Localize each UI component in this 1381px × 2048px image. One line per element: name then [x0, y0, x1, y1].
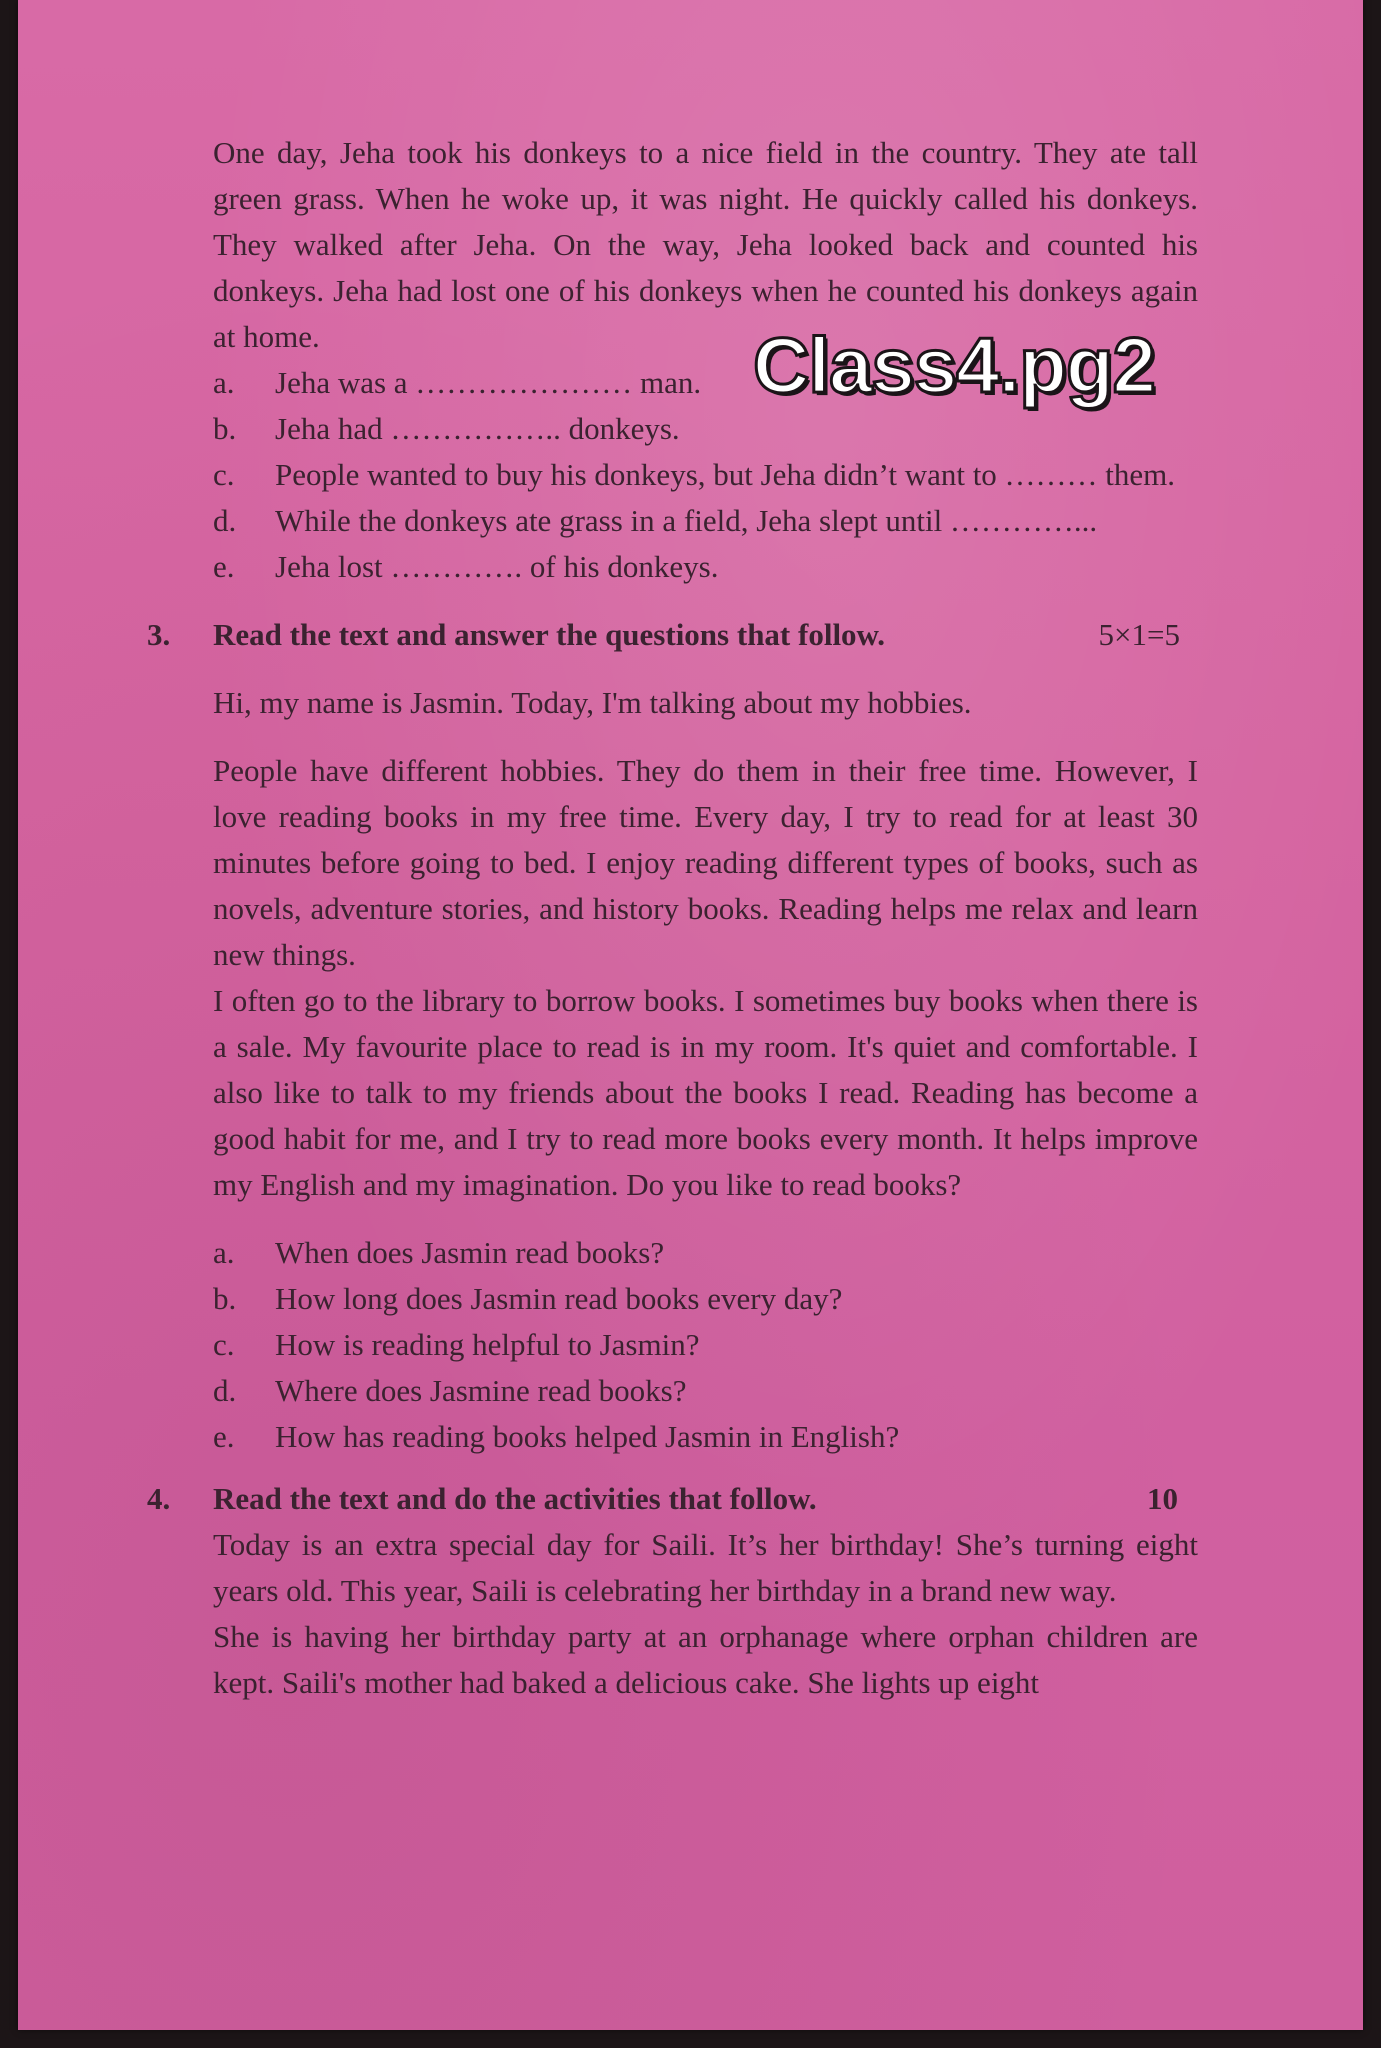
- list-item: [213, 1368, 1198, 1414]
- q3-questions-list: [213, 1230, 1198, 1460]
- item-text: Jeha was a ………………… man.: [275, 365, 702, 400]
- q4-number: 4.: [147, 1481, 171, 1516]
- list-item: [213, 1276, 1198, 1322]
- item-text: How long does Jasmin read books every day?: [275, 1281, 843, 1316]
- list-item: [213, 452, 1198, 498]
- item-text: How has reading books helped Jasmin in English?: [275, 1419, 900, 1454]
- q4-paragraph-1: Today is an extra special day for Saili. It’s her birthday! She’s turning eight years old. This year, Saili is celebrating her birthday in a brand new way.: [213, 1527, 1198, 1608]
- item-letter: c.: [213, 457, 235, 492]
- item-letter: e.: [213, 1419, 235, 1454]
- item-letter: a.: [213, 1235, 235, 1270]
- q3-paragraph-1: People have different hobbies. They do them in their free time. However, I love reading books in my free time. Every day, I try to read for at least 30 minutes before going to bed. I enjoy reading different types of books, such as novels, adventure stories, and history books. Reading helps me relax and learn new things.: [213, 753, 1198, 972]
- item-letter: d.: [213, 1373, 237, 1408]
- item-letter: d.: [213, 503, 237, 538]
- item-text: While the donkeys ate grass in a field, Jeha slept until …………...: [275, 503, 1098, 538]
- item-letter: c.: [213, 1327, 235, 1362]
- list-item: [213, 406, 1198, 452]
- q3-heading-row: [147, 612, 1198, 658]
- watermark-label: Class4.pg2: [753, 321, 1155, 409]
- list-item: [213, 1230, 1198, 1276]
- list-item: [213, 498, 1198, 544]
- q3-number: 3.: [147, 617, 171, 652]
- list-item: [213, 544, 1198, 590]
- item-letter: b.: [213, 1281, 237, 1316]
- q3-marks: 5×1=5: [1098, 617, 1180, 652]
- item-letter: a.: [213, 365, 235, 400]
- item-text: Jeha lost …………. of his donkeys.: [275, 549, 719, 584]
- item-text: When does Jasmin read books?: [275, 1235, 665, 1270]
- list-item: [213, 1414, 1198, 1460]
- q3-paragraph-2: I often go to the library to borrow books. I sometimes buy books when there is a sale. My favourite place to read is in my room. It's quiet and comfortable. I also like to talk to my friends about the books I read. Reading has become a good habit for me, and I try to read more books every month. It helps improve my English and my imagination. Do you like to read books?: [213, 983, 1198, 1202]
- item-text: People wanted to buy his donkeys, but Jeha didn’t want to ……… them.: [275, 457, 1176, 492]
- q4-paragraph-2: She is having her birthday party at an orphanage where orphan children are kept. Saili's mother had baked a delicious cake. She lights up eight: [213, 1619, 1198, 1700]
- item-text: Where does Jasmine read books?: [275, 1373, 687, 1408]
- q4-heading-row: [147, 1476, 1198, 1522]
- q4-marks: 10: [1147, 1481, 1178, 1516]
- item-text: How is reading helpful to Jasmin?: [275, 1327, 700, 1362]
- q3-heading: Read the text and answer the questions that follow.: [213, 617, 885, 652]
- q4-heading: Read the text and do the activities that follow.: [213, 1481, 817, 1516]
- item-letter: e.: [213, 549, 235, 584]
- item-text: Jeha had …………….. donkeys.: [275, 411, 680, 446]
- q3-intro: Hi, my name is Jasmin. Today, I'm talking about my hobbies.: [213, 685, 972, 720]
- story-paragraph: One day, Jeha took his donkeys to a nice field in the country. They ate tall green grass. When he woke up, it was night. He quickly called his donkeys. They walked after Jeha. On the way, Jeha looked back and counted his donkeys. Jeha had lost one of his donkeys when he counted his donkeys again at home.: [213, 135, 1198, 354]
- item-letter: b.: [213, 411, 237, 446]
- list-item: [213, 1322, 1198, 1368]
- exam-paper-sheet: [18, 0, 1363, 2030]
